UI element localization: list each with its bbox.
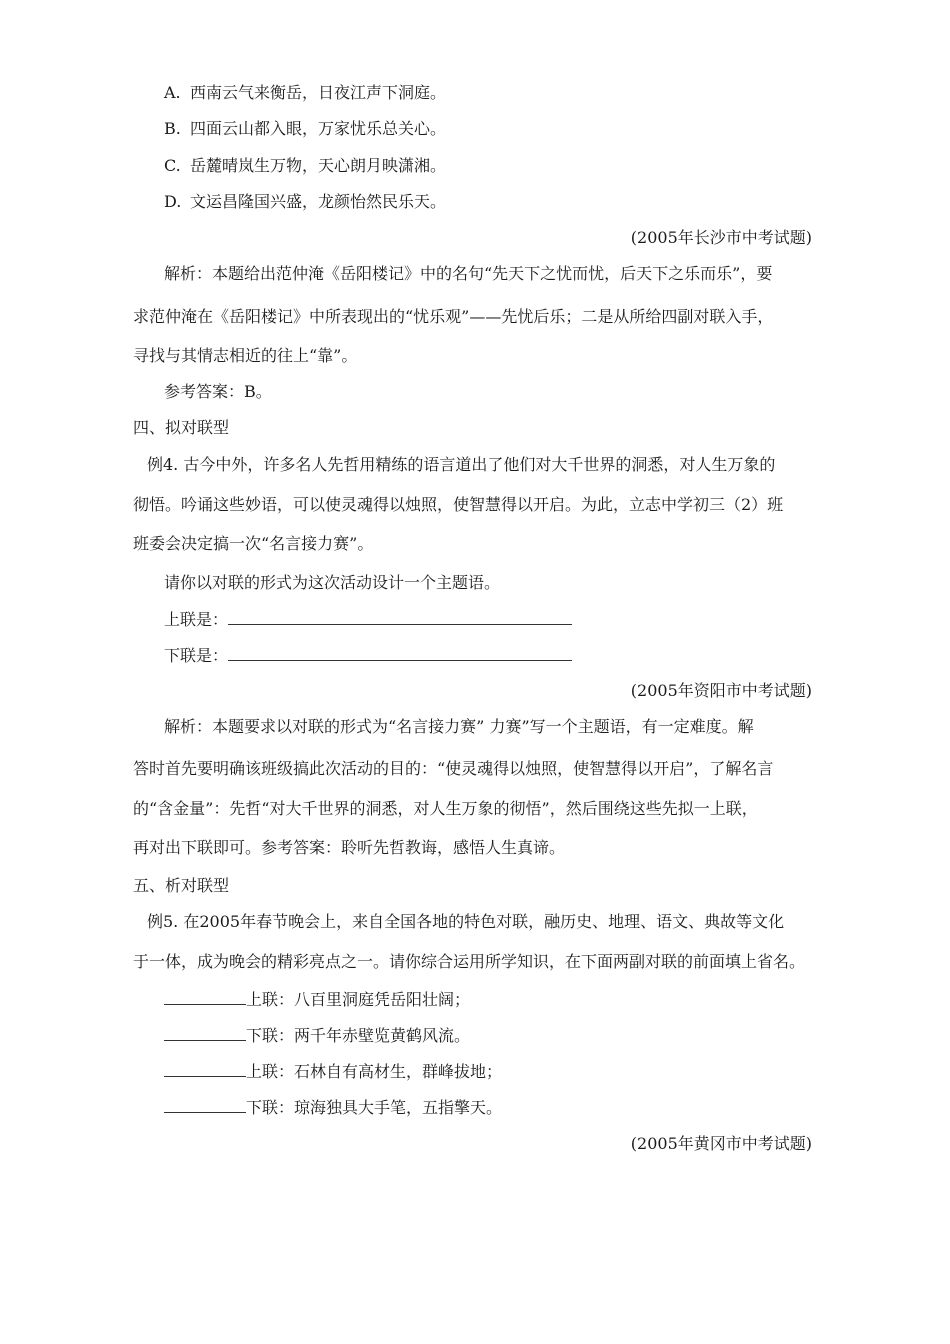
- lower-couplet-blank[interactable]: [228, 646, 572, 661]
- lower-couplet-label: 下联是：: [164, 646, 229, 665]
- analysis-line: 寻找与其情志相近的往上“靠”。: [133, 346, 358, 365]
- province-blank[interactable]: [164, 1062, 246, 1077]
- option-c: C. 岳麓晴岚生万物，天心朗月映潇湘。: [164, 156, 447, 175]
- analysis-line: 求范仲淹在《岳阳楼记》中所表现出的“忧乐观”——先忧后乐；二是从所给四副对联入手，: [133, 307, 774, 326]
- province-blank[interactable]: [164, 990, 246, 1005]
- upper-couplet-blank[interactable]: [228, 610, 572, 625]
- example-line: 例5. 在2005年春节晚会上，来自全国各地的特色对联，融历史、地理、语文、典故等文化: [147, 912, 785, 931]
- analysis-line: 解析：本题要求以对联的形式为“名言接力赛” 力赛”写一个主题语，有一定难度。解: [164, 717, 754, 736]
- option-a: A. 西南云气来衡岳，日夜江声下洞庭。: [164, 83, 447, 102]
- analysis-line: 的“含金量”：先哲“对大千世界的洞悉，对人生万象的彻悟”，然后围绕这些先拟一上联，: [133, 799, 758, 818]
- example-line: 彻悟。吟诵这些妙语，可以使灵魂得以烛照，使智慧得以开启。为此，立志中学初三（2）班: [133, 495, 784, 514]
- example-line: 于一体，成为晚会的精彩亮点之一。请你综合运用所学知识，在下面两副对联的前面填上省名。: [133, 952, 806, 971]
- source-citation: (2005年长沙市中考试题): [630, 228, 812, 247]
- couplet-fill-row: 上联：石林自有高材生，群峰拔地；: [164, 1062, 502, 1082]
- prompt-line: 请你以对联的形式为这次活动设计一个主题语。: [164, 573, 501, 592]
- couplet-fill-row: 上联：八百里洞庭凭岳阳壮阔；: [164, 990, 470, 1010]
- source-citation: (2005年资阳市中考试题): [630, 681, 812, 700]
- example-line: 班委会决定搞一次“名言接力赛”。: [133, 534, 374, 553]
- analysis-line: 答时首先要明确该班级搞此次活动的目的：“使灵魂得以烛照，使智慧得以开启”，了解名言: [133, 759, 774, 778]
- upper-couplet-row: [164, 610, 572, 630]
- couplet-fill-row: 下联：琼海独具大手笔，五指擎天。: [164, 1098, 502, 1118]
- option-d: D. 文运昌隆国兴盛，龙颜怡然民乐天。: [164, 192, 447, 211]
- option-b: B. 四面云山都入眼，万家忧乐总关心。: [164, 119, 447, 138]
- province-blank[interactable]: [164, 1026, 246, 1041]
- section-heading: 四、拟对联型: [133, 418, 230, 437]
- answer-line: 参考答案：B。: [164, 382, 272, 401]
- upper-couplet-label: 上联是：: [164, 610, 229, 629]
- province-blank[interactable]: [164, 1098, 246, 1113]
- analysis-line: 解析：本题给出范仲淹《岳阳楼记》中的名句“先天下之忧而忧，后天下之乐而乐”，要: [164, 264, 773, 283]
- section-heading: 五、析对联型: [133, 876, 230, 895]
- lower-couplet-row: [164, 646, 572, 666]
- analysis-line: 再对出下联即可。参考答案：聆听先哲教诲，感悟人生真谛。: [133, 838, 566, 857]
- couplet-fill-row: 下联：两千年赤壁览黄鹤风流。: [164, 1026, 470, 1046]
- example-line: 例4. 古今中外，许多名人先哲用精练的语言道出了他们对大千世界的洞悉，对人生万象的: [147, 455, 776, 474]
- source-citation: (2005年黄冈市中考试题): [630, 1134, 812, 1153]
